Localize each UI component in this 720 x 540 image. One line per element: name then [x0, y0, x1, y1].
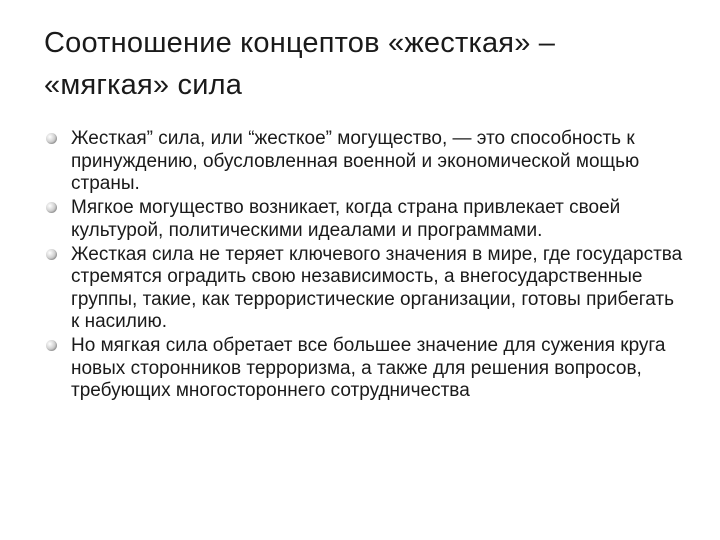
bullet-point-icon: [46, 133, 57, 144]
bullet-text: Мягкое могущество возникает, когда страна привлекает своей культурой, политическими идеалами и программами.: [71, 197, 621, 241]
bullet-text: Но мягкая сила обретает все большее значение для сужения круга новых сторонников терроризма, а также для решения вопросов, требующих многостороннего сотрудничества: [71, 335, 666, 401]
slide-title: Соотношение концептов «жесткая» – «мягкая» сила: [44, 27, 556, 101]
bullet-item: [44, 335, 684, 403]
bullet-item: [44, 197, 684, 242]
bullet-list: [44, 128, 684, 404]
bullet-point-icon: [46, 202, 57, 213]
bullet-item: [44, 128, 684, 196]
bullet-item: [44, 244, 684, 334]
bullet-point-icon: [46, 340, 57, 351]
bullet-text: Жесткая” сила, или “жесткое” могущество, — это способность к принуждению, обусловленная военной и экономической мощью страны.: [71, 128, 640, 194]
bullet-text: Жесткая сила не теряет ключевого значения в мире, где государства стремятся оградить свою независимость, а внегосударственные группы, такие, как террористические организации, готовы прибегать к насилию.: [71, 243, 683, 332]
bullet-point-icon: [46, 249, 57, 260]
